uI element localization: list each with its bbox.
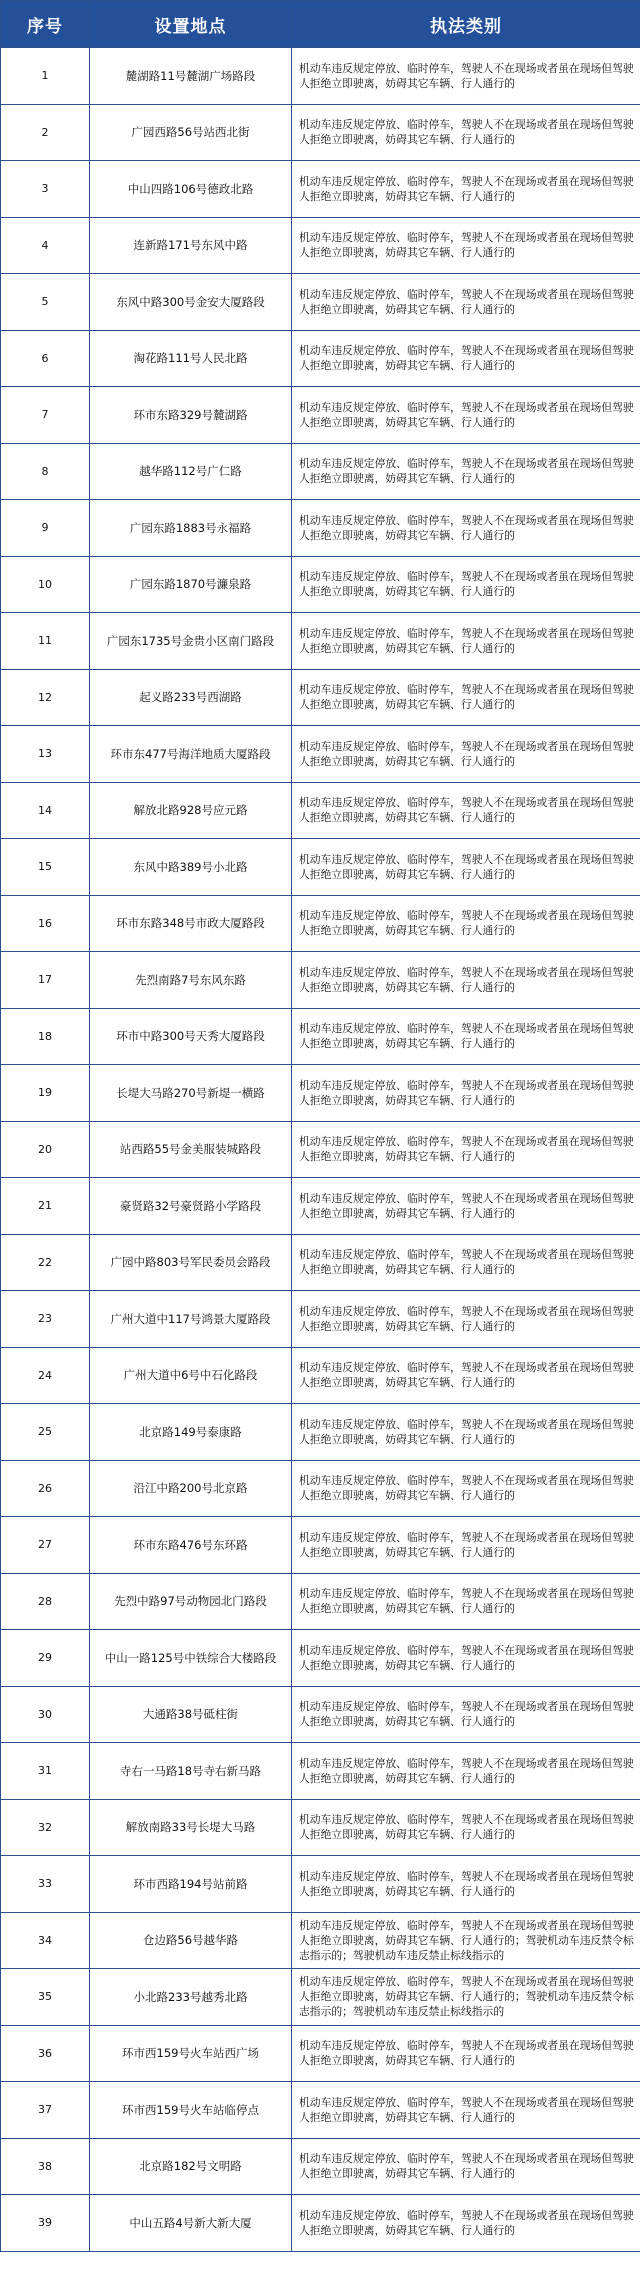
table-row xyxy=(1,500,640,557)
row-location: 广州大道中117号鸿景大厦路段 xyxy=(90,1291,292,1348)
row-location: 解放南路33号长堤大马路 xyxy=(90,1799,292,1856)
table-row xyxy=(1,1686,640,1743)
row-category: 机动车违反规定停放、临时停车，驾驶人不在现场或者虽在现场但驾驶人拒绝立即驶离，妨碍其它车辆、行人通行的 xyxy=(292,839,640,896)
table-row xyxy=(1,839,640,896)
row-category: 机动车违反规定停放、临时停车，驾驶人不在现场或者虽在现场但驾驶人拒绝立即驶离，妨碍其它车辆、行人通行的 xyxy=(292,556,640,613)
row-index: 34 xyxy=(1,1912,90,1969)
table-row xyxy=(1,443,640,500)
row-location: 淘花路111号人民北路 xyxy=(90,330,292,387)
table-row xyxy=(1,2195,640,2252)
row-category: 机动车违反规定停放、临时停车，驾驶人不在现场或者虽在现场但驾驶人拒绝立即驶离，妨碍其它车辆、行人通行的 xyxy=(292,613,640,670)
row-location: 大通路38号砥柱街 xyxy=(90,1686,292,1743)
row-location: 麓湖路11号麓湖广场路段 xyxy=(90,48,292,105)
row-index: 27 xyxy=(1,1517,90,1574)
header-location: 设置地点 xyxy=(90,1,292,48)
row-location: 环市东路348号市政大厦路段 xyxy=(90,895,292,952)
table-row xyxy=(1,669,640,726)
row-index: 13 xyxy=(1,726,90,783)
row-location: 环市西路194号站前路 xyxy=(90,1856,292,1913)
row-location: 环市中路300号天秀大厦路段 xyxy=(90,1008,292,1065)
row-index: 35 xyxy=(1,1969,90,2026)
table-row xyxy=(1,1573,640,1630)
row-category: 机动车违反规定停放、临时停车，驾驶人不在现场或者虽在现场但驾驶人拒绝立即驶离，妨碍其它车辆、行人通行的 xyxy=(292,48,640,105)
table-row xyxy=(1,274,640,331)
row-location: 环市东路329号麓湖路 xyxy=(90,387,292,444)
row-index: 15 xyxy=(1,839,90,896)
row-category: 机动车违反规定停放、临时停车，驾驶人不在现场或者虽在现场但驾驶人拒绝立即驶离，妨碍其它车辆、行人通行的 xyxy=(292,669,640,726)
table-row xyxy=(1,726,640,783)
row-location: 越华路112号广仁路 xyxy=(90,443,292,500)
row-category: 机动车违反规定停放、临时停车，驾驶人不在现场或者虽在现场但驾驶人拒绝立即驶离，妨碍其它车辆、行人通行的 xyxy=(292,1799,640,1856)
row-index: 28 xyxy=(1,1573,90,1630)
row-index: 14 xyxy=(1,782,90,839)
row-category: 机动车违反规定停放、临时停车，驾驶人不在现场或者虽在现场但驾驶人拒绝立即驶离，妨碍其它车辆、行人通行的 xyxy=(292,1517,640,1574)
row-category: 机动车违反规定停放、临时停车，驾驶人不在现场或者虽在现场但驾驶人拒绝立即驶离，妨碍其它车辆、行人通行的 xyxy=(292,952,640,1009)
table-row xyxy=(1,1234,640,1291)
row-index: 4 xyxy=(1,217,90,274)
row-category: 机动车违反规定停放、临时停车，驾驶人不在现场或者虽在现场但驾驶人拒绝立即驶离，妨碍其它车辆、行人通行的 xyxy=(292,895,640,952)
row-index: 23 xyxy=(1,1291,90,1348)
row-category: 机动车违反规定停放、临时停车，驾驶人不在现场或者虽在现场但驾驶人拒绝立即驶离，妨碍其它车辆、行人通行的 xyxy=(292,2138,640,2195)
table-row xyxy=(1,1065,640,1122)
row-category: 机动车违反规定停放、临时停车，驾驶人不在现场或者虽在现场但驾驶人拒绝立即驶离，妨碍其它车辆、行人通行的 xyxy=(292,1573,640,1630)
row-category: 机动车违反规定停放、临时停车，驾驶人不在现场或者虽在现场但驾驶人拒绝立即驶离，妨碍其它车辆、行人通行的 xyxy=(292,274,640,331)
row-category: 机动车违反规定停放、临时停车，驾驶人不在现场或者虽在现场但驾驶人拒绝立即驶离，妨碍其它车辆、行人通行的 xyxy=(292,1460,640,1517)
row-index: 18 xyxy=(1,1008,90,1065)
row-location: 长堤大马路270号新堤一横路 xyxy=(90,1065,292,1122)
row-index: 38 xyxy=(1,2138,90,2195)
row-index: 29 xyxy=(1,1630,90,1687)
table-row xyxy=(1,1912,640,1969)
row-index: 16 xyxy=(1,895,90,952)
row-location: 广园东路1883号永福路 xyxy=(90,500,292,557)
row-category: 机动车违反规定停放、临时停车，驾驶人不在现场或者虽在现场但驾驶人拒绝立即驶离，妨碍其它车辆、行人通行的 xyxy=(292,161,640,218)
row-index: 6 xyxy=(1,330,90,387)
table-row xyxy=(1,1969,640,2026)
row-index: 2 xyxy=(1,104,90,161)
row-index: 32 xyxy=(1,1799,90,1856)
row-location: 先烈南路7号东风东路 xyxy=(90,952,292,1009)
table-row xyxy=(1,1291,640,1348)
row-category: 机动车违反规定停放、临时停车，驾驶人不在现场或者虽在现场但驾驶人拒绝立即驶离，妨碍其它车辆、行人通行的 xyxy=(292,1178,640,1235)
table-row xyxy=(1,895,640,952)
row-category: 机动车违反规定停放、临时停车，驾驶人不在现场或者虽在现场但驾驶人拒绝立即驶离，妨碍其它车辆、行人通行的 xyxy=(292,1743,640,1800)
table-row xyxy=(1,2138,640,2195)
table-row xyxy=(1,104,640,161)
row-index: 8 xyxy=(1,443,90,500)
row-location: 广州大道中6号中石化路段 xyxy=(90,1347,292,1404)
row-index: 11 xyxy=(1,613,90,670)
row-category: 机动车违反规定停放、临时停车，驾驶人不在现场或者虽在现场但驾驶人拒绝立即驶离，妨碍其它车辆、行人通行的 xyxy=(292,1234,640,1291)
table-row xyxy=(1,387,640,444)
header-category: 执法类别 xyxy=(292,1,640,48)
row-category: 机动车违反规定停放、临时停车，驾驶人不在现场或者虽在现场但驾驶人拒绝立即驶离，妨碍其它车辆、行人通行的 xyxy=(292,1856,640,1913)
row-location: 广园东路1870号濂泉路 xyxy=(90,556,292,613)
table-row xyxy=(1,1517,640,1574)
row-location: 站西路55号金美服装城路段 xyxy=(90,1121,292,1178)
row-index: 10 xyxy=(1,556,90,613)
table-row xyxy=(1,1008,640,1065)
row-index: 17 xyxy=(1,952,90,1009)
table-row xyxy=(1,952,640,1009)
row-location: 解放北路928号应元路 xyxy=(90,782,292,839)
row-index: 31 xyxy=(1,1743,90,1800)
row-category: 机动车违反规定停放、临时停车，驾驶人不在现场或者虽在现场但驾驶人拒绝立即驶离，妨碍其它车辆、行人通行的 xyxy=(292,2195,640,2252)
row-category: 机动车违反规定停放、临时停车，驾驶人不在现场或者虽在现场但驾驶人拒绝立即驶离，妨碍其它车辆、行人通行的 xyxy=(292,1686,640,1743)
row-location: 沿江中路200号北京路 xyxy=(90,1460,292,1517)
row-index: 30 xyxy=(1,1686,90,1743)
table-row xyxy=(1,1347,640,1404)
row-location: 环市东路476号东环路 xyxy=(90,1517,292,1574)
row-location: 先烈中路97号动物园北门路段 xyxy=(90,1573,292,1630)
row-index: 3 xyxy=(1,161,90,218)
row-category: 机动车违反规定停放、临时停车，驾驶人不在现场或者虽在现场但驾驶人拒绝立即驶离，妨碍其它车辆、行人通行的 xyxy=(292,2082,640,2139)
row-category: 机动车违反规定停放、临时停车，驾驶人不在现场或者虽在现场但驾驶人拒绝立即驶离，妨碍其它车辆、行人通行的 xyxy=(292,387,640,444)
row-category: 机动车违反规定停放、临时停车，驾驶人不在现场或者虽在现场但驾驶人拒绝立即驶离，妨碍其它车辆、行人通行的 xyxy=(292,104,640,161)
row-location: 小北路233号越秀北路 xyxy=(90,1969,292,2026)
row-category: 机动车违反规定停放、临时停车，驾驶人不在现场或者虽在现场但驾驶人拒绝立即驶离，妨碍其它车辆、行人通行的 xyxy=(292,2025,640,2082)
row-location: 环市东477号海洋地质大厦路段 xyxy=(90,726,292,783)
row-index: 33 xyxy=(1,1856,90,1913)
row-category: 机动车违反规定停放、临时停车，驾驶人不在现场或者虽在现场但驾驶人拒绝立即驶离，妨碍其它车辆、行人通行的 xyxy=(292,1065,640,1122)
row-index: 21 xyxy=(1,1178,90,1235)
row-index: 9 xyxy=(1,500,90,557)
table-body xyxy=(1,48,640,2252)
row-location: 仓边路56号越华路 xyxy=(90,1912,292,1969)
row-category: 机动车违反规定停放、临时停车，驾驶人不在现场或者虽在现场但驾驶人拒绝立即驶离，妨碍其它车辆、行人通行的 xyxy=(292,500,640,557)
row-location: 北京路182号文明路 xyxy=(90,2138,292,2195)
row-category: 机动车违反规定停放、临时停车，驾驶人不在现场或者虽在现场但驾驶人拒绝立即驶离，妨碍其它车辆、行人通行的 xyxy=(292,1121,640,1178)
row-category: 机动车违反规定停放、临时停车，驾驶人不在现场或者虽在现场但驾驶人拒绝立即驶离，妨碍其它车辆、行人通行的 xyxy=(292,726,640,783)
row-index: 26 xyxy=(1,1460,90,1517)
table-row xyxy=(1,613,640,670)
table-row xyxy=(1,1121,640,1178)
row-location: 环市西159号火车站西广场 xyxy=(90,2025,292,2082)
row-index: 39 xyxy=(1,2195,90,2252)
table-row xyxy=(1,1856,640,1913)
row-index: 19 xyxy=(1,1065,90,1122)
row-index: 5 xyxy=(1,274,90,331)
row-location: 广园中路803号军民委员会路段 xyxy=(90,1234,292,1291)
row-location: 连新路171号东风中路 xyxy=(90,217,292,274)
row-location: 豪贤路32号豪贤路小学路段 xyxy=(90,1178,292,1235)
row-index: 22 xyxy=(1,1234,90,1291)
row-index: 12 xyxy=(1,669,90,726)
row-index: 25 xyxy=(1,1404,90,1461)
table-row xyxy=(1,1630,640,1687)
row-category: 机动车违反规定停放、临时停车，驾驶人不在现场或者虽在现场但驾驶人拒绝立即驶离，妨碍其它车辆、行人通行的 xyxy=(292,217,640,274)
table-header-row xyxy=(1,1,640,48)
table-row xyxy=(1,1404,640,1461)
row-category: 机动车违反规定停放、临时停车，驾驶人不在现场或者虽在现场但驾驶人拒绝立即驶离，妨碍其它车辆、行人通行的；驾驶机动车违反禁令标志指示的；驾驶机动车违反禁止标线指示的 xyxy=(292,1912,640,1969)
table-row xyxy=(1,556,640,613)
table-row xyxy=(1,782,640,839)
table-row xyxy=(1,2082,640,2139)
row-index: 1 xyxy=(1,48,90,105)
table-row xyxy=(1,217,640,274)
table-row xyxy=(1,1460,640,1517)
row-category: 机动车违反规定停放、临时停车，驾驶人不在现场或者虽在现场但驾驶人拒绝立即驶离，妨碍其它车辆、行人通行的 xyxy=(292,1291,640,1348)
row-index: 24 xyxy=(1,1347,90,1404)
row-location: 环市西159号火车站临停点 xyxy=(90,2082,292,2139)
table-row xyxy=(1,1743,640,1800)
row-location: 中山四路106号德政北路 xyxy=(90,161,292,218)
header-index: 序号 xyxy=(1,1,90,48)
table-row xyxy=(1,2025,640,2082)
row-category: 机动车违反规定停放、临时停车，驾驶人不在现场或者虽在现场但驾驶人拒绝立即驶离，妨碍其它车辆、行人通行的 xyxy=(292,1008,640,1065)
row-location: 广园东1735号金贵小区南门路段 xyxy=(90,613,292,670)
row-index: 7 xyxy=(1,387,90,444)
row-category: 机动车违反规定停放、临时停车，驾驶人不在现场或者虽在现场但驾驶人拒绝立即驶离，妨碍其它车辆、行人通行的 xyxy=(292,443,640,500)
row-location: 起义路233号西湖路 xyxy=(90,669,292,726)
row-category: 机动车违反规定停放、临时停车，驾驶人不在现场或者虽在现场但驾驶人拒绝立即驶离，妨碍其它车辆、行人通行的 xyxy=(292,1404,640,1461)
row-location: 寺右一马路18号寺右新马路 xyxy=(90,1743,292,1800)
row-location: 中山一路125号中铁综合大楼路段 xyxy=(90,1630,292,1687)
row-category: 机动车违反规定停放、临时停车，驾驶人不在现场或者虽在现场但驾驶人拒绝立即驶离，妨碍其它车辆、行人通行的；驾驶机动车违反禁令标志指示的；驾驶机动车违反禁止标线指示的 xyxy=(292,1969,640,2026)
row-index: 36 xyxy=(1,2025,90,2082)
row-category: 机动车违反规定停放、临时停车，驾驶人不在现场或者虽在现场但驾驶人拒绝立即驶离，妨碍其它车辆、行人通行的 xyxy=(292,1347,640,1404)
row-location: 东风中路389号小北路 xyxy=(90,839,292,896)
row-index: 37 xyxy=(1,2082,90,2139)
table-row xyxy=(1,48,640,105)
row-category: 机动车违反规定停放、临时停车，驾驶人不在现场或者虽在现场但驾驶人拒绝立即驶离，妨碍其它车辆、行人通行的 xyxy=(292,1630,640,1687)
row-location: 广园西路56号站西北街 xyxy=(90,104,292,161)
row-location: 北京路149号泰康路 xyxy=(90,1404,292,1461)
table-row xyxy=(1,1799,640,1856)
row-location: 中山五路4号新大新大厦 xyxy=(90,2195,292,2252)
row-category: 机动车违反规定停放、临时停车，驾驶人不在现场或者虽在现场但驾驶人拒绝立即驶离，妨碍其它车辆、行人通行的 xyxy=(292,330,640,387)
table-row xyxy=(1,330,640,387)
row-index: 20 xyxy=(1,1121,90,1178)
row-category: 机动车违反规定停放、临时停车，驾驶人不在现场或者虽在现场但驾驶人拒绝立即驶离，妨碍其它车辆、行人通行的 xyxy=(292,782,640,839)
table-row xyxy=(1,161,640,218)
table-row xyxy=(1,1178,640,1235)
row-location: 东风中路300号金安大厦路段 xyxy=(90,274,292,331)
